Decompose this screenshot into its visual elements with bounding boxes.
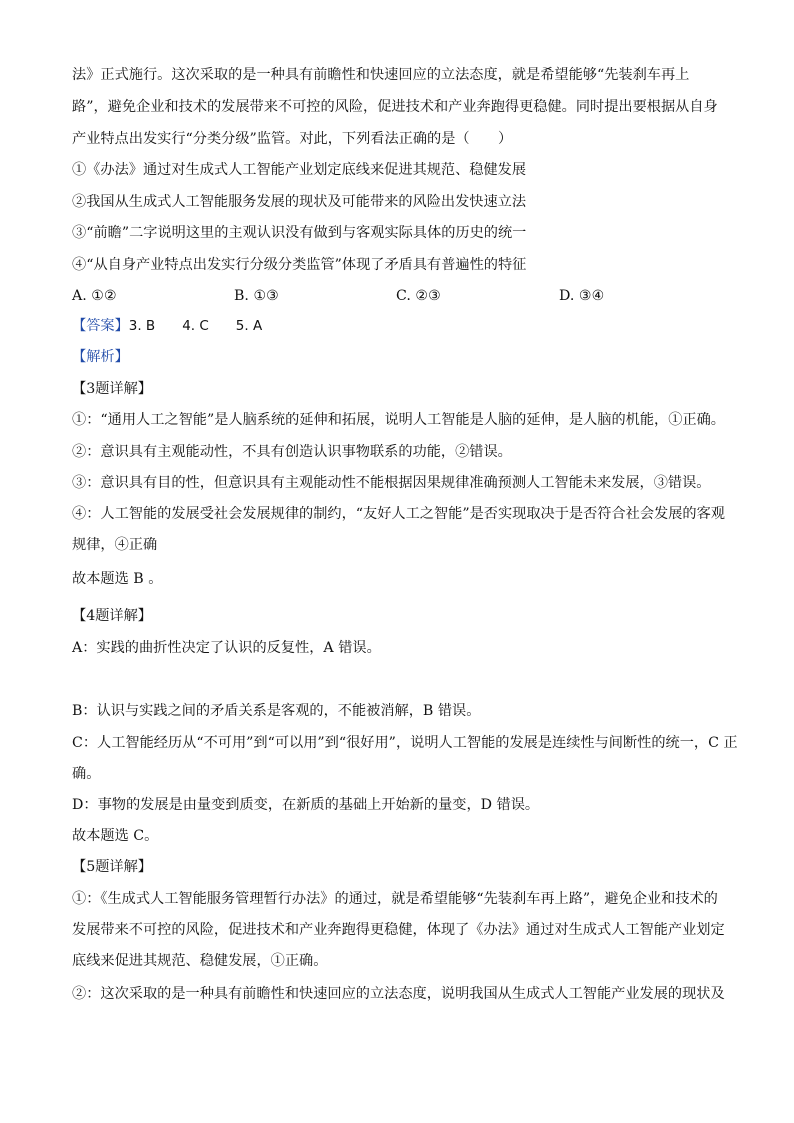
q3-conclusion: 故本题选 B 。 bbox=[72, 571, 163, 587]
question-text-line: 法》正式施行。这次采取的是一种具有前瞻性和快速回应的立法态度，就是希望能够“先装刹车再上 bbox=[72, 67, 690, 83]
q4-paragraph: 确。 bbox=[72, 766, 101, 782]
statement-2: ②我国从生成式人工智能服务发展的现状及可能带来的风险出发快速立法 bbox=[72, 194, 527, 210]
statement-4: ④“从自身产业特点出发实行分级分类监管”体现了矛盾具有普遍性的特征 bbox=[72, 257, 527, 273]
q4-conclusion: 故本题选 C。 bbox=[72, 828, 159, 844]
q4-paragraph: B：认识与实践之间的矛盾关系是客观的，不能被消解，B 错误。 bbox=[72, 703, 481, 719]
option-a: A. ①② bbox=[72, 288, 117, 304]
q5-heading: 【5题详解】 bbox=[72, 859, 152, 875]
question-text-line: 路”，避免企业和技术的发展带来不可控的风险，促进技术和产业奔跑得更稳健。同时提出要根据从自身 bbox=[72, 99, 718, 115]
statement-3: ③“前瞻”二字说明这里的主观认识没有做到与客观实际具体的历史的统一 bbox=[72, 225, 527, 241]
question-text-line: 产业特点出发实行“分类分级”监管。对此，下列看法正确的是（ ） bbox=[72, 131, 513, 147]
q3-paragraph: 规律，④正确 bbox=[72, 537, 158, 553]
option-d: D. ③④ bbox=[559, 288, 605, 304]
q3-paragraph: ①：“通用人工之智能”是人脑系统的延伸和拓展，说明人工智能是人脑的延伸，是人脑的机能，①正确。 bbox=[72, 412, 725, 428]
answer-line bbox=[72, 316, 262, 336]
q4-paragraph: D：事物的发展是由量变到质变，在新质的基础上开始新的量变，D 错误。 bbox=[72, 797, 540, 813]
q3-paragraph: ④：人工智能的发展受社会发展规律的制约，“友好人工之智能”是否实现取决于是否符合社会发展的客观 bbox=[72, 506, 725, 522]
q4-heading: 【4题详解】 bbox=[72, 608, 152, 624]
analysis-label: 【解析】 bbox=[72, 349, 129, 365]
q4-paragraph: C：人工智能经历从“不可用”到“可以用”到“很好用”，说明人工智能的发展是连续性与间断性的统一，C 正 bbox=[72, 735, 738, 751]
q3-paragraph: ②：意识具有主观能动性，不具有创造认识事物联系的功能，②错误。 bbox=[72, 444, 512, 460]
q5-paragraph: ②：这次采取的是一种具有前瞻性和快速回应的立法态度，说明我国从生成式人工智能产业发展的现状及 bbox=[72, 986, 725, 1002]
answer-label: 【答案】 bbox=[72, 318, 129, 334]
q4-paragraph: A：实践的曲折性决定了认识的反复性，A 错误。 bbox=[72, 640, 381, 656]
option-b: B. ①③ bbox=[234, 288, 279, 304]
q5-paragraph: 底线来促进其规范、稳健发展，①正确。 bbox=[72, 953, 328, 969]
q3-heading: 【3题详解】 bbox=[72, 381, 152, 397]
answer-text: 3. B 4. C 5. A bbox=[128, 318, 263, 334]
statement-1: ①《办法》通过对生成式人工智能产业划定底线来促进其规范、稳健发展 bbox=[72, 162, 527, 178]
q5-paragraph: ①：《生成式人工智能服务管理暂行办法》的通过，就是希望能够“先装刹车再上路”，避免企业和技术的 bbox=[72, 891, 718, 907]
option-c: C. ②③ bbox=[396, 288, 441, 304]
q3-paragraph: ③：意识具有目的性，但意识具有主观能动性不能根据因果规律准确预测人工智能未来发展，③错误。 bbox=[72, 475, 711, 491]
q5-paragraph: 发展带来不可控的风险，促进技术和产业奔跑得更稳健，体现了《办法》通过对生成式人工智能产业划定 bbox=[72, 922, 725, 938]
